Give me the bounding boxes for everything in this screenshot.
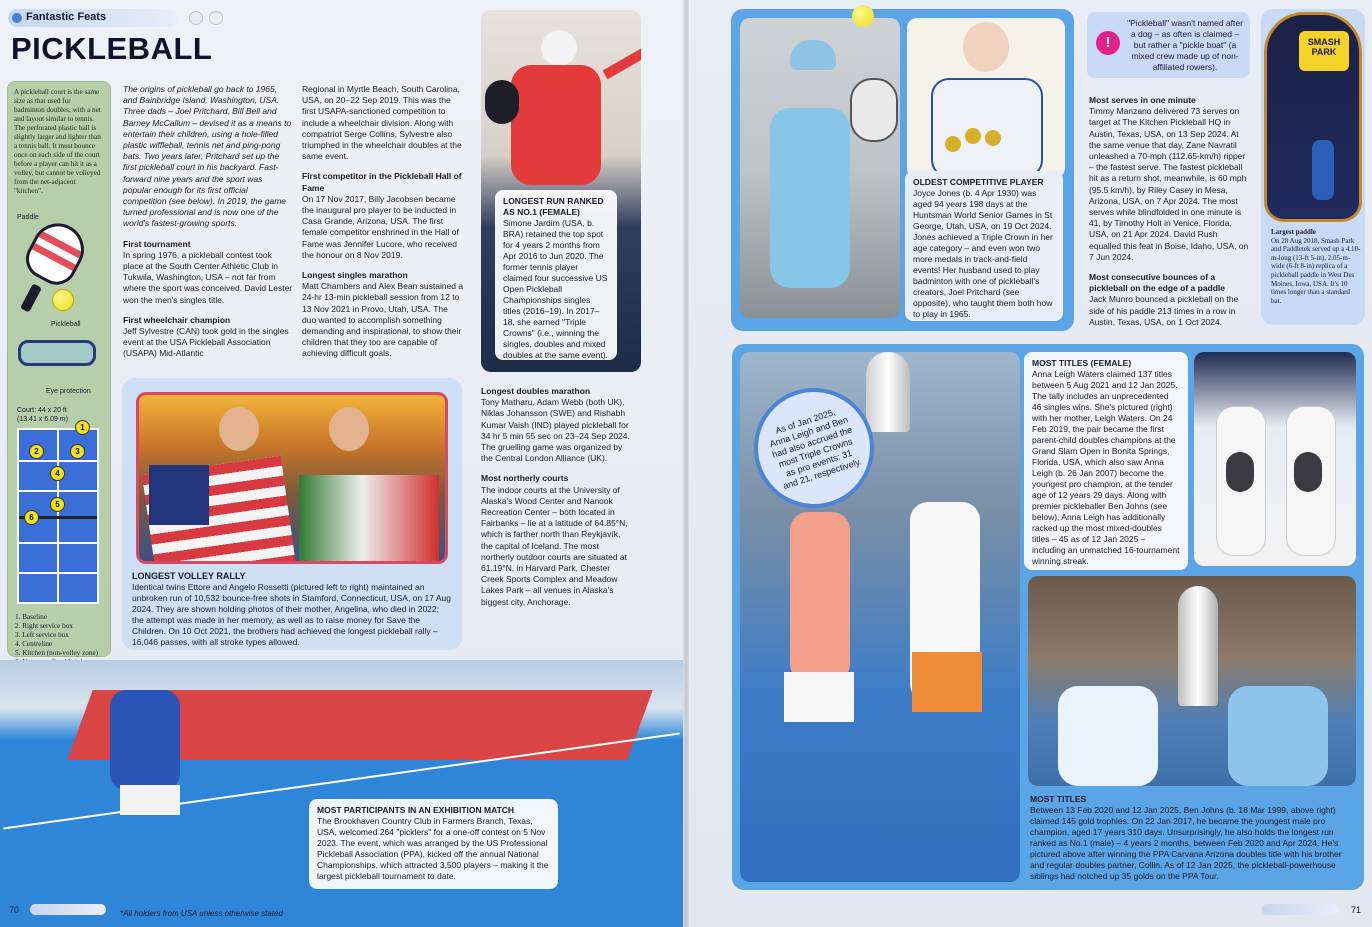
kitchen-line (19, 542, 97, 544)
bounces-heading: Most consecutive bounces of a pickleball on the edge of a paddle (1089, 272, 1226, 294)
serves-section (1089, 95, 1251, 263)
oldest-heading: OLDEST COMPETITIVE PLAYER (913, 177, 1044, 187)
volley-heading: LONGEST VOLLEY RALLY (132, 571, 246, 581)
doubles-marathon-heading: Longest doubles marathon (481, 386, 591, 396)
court-label: Court: 44 x 20 ft (13.41 x 6.09 m) (17, 407, 68, 423)
origins-text: The origins of pickleball go back to 1965, and Bainbridge Island, Washington, USA. Three dads – Joel Pritchard, Bill Bell and Barney McCallum – devised it as a means to entertain their children, using a hole-filled plastic wiffleball, tennis net and ping-pong bats. Two years later, Pritchard set up the first pickleball court in his backyard. Fast-forward nine years and the sport was popular enough for its first official competition (see below). In 2019, the game turned professional and is now one of the world's fastest-growing sports. (123, 84, 292, 229)
court-marker: 1 (75, 420, 90, 435)
trophy (866, 352, 910, 432)
largest-paddle-caption (1271, 228, 1361, 305)
waters-mother-photo (1194, 352, 1356, 566)
page-tab (30, 904, 106, 915)
paddle (1294, 452, 1322, 492)
legend-item: 1. Baseline (15, 613, 47, 621)
hall-of-fame-heading: First competitor in the Pickleball Hall of Fame (302, 171, 462, 193)
text-column-2 (302, 84, 464, 369)
first-tournament-text: In spring 1976, a pickleball contest took place at the South Center Athletic Club in Tukwila, Washington, USA – not far from where the sport was conceived. David Lester won the men's singles title. (123, 249, 293, 305)
page-number: 71 (1351, 905, 1362, 915)
medal (945, 136, 961, 152)
titles-caption (1030, 794, 1358, 882)
jones-photo-1 (740, 18, 900, 318)
person-figure (1312, 140, 1334, 200)
eye-protection-label: Eye protection (46, 388, 91, 395)
ball-icon (852, 5, 874, 27)
text-column-1 (123, 84, 293, 369)
brother-shirt (1058, 686, 1158, 786)
northerly-text: The indoor courts at the University of Alaska's Wood Center and Nanook Recreation Center – both located in Fairbanks – lie at a latitude of 64.85°N, which is farther north than Reykjavík, the capital of Iceland. The most northerly outdoor courts are situated at 61.19°N, in Harvard Park, Chester Creek Sports Complex and Meadow Lakes Park – all venues in Alaska's biggest city, Anchorage. (481, 484, 628, 607)
court-marker: 2 (29, 444, 44, 459)
sidebar-intro: A pickleball court is the same size as that used for badminton doubles, with a net and layout similar to tennis. The perforated plastic ball is slightly larger and lighter than a tennis ball. It must bounce once on each side of the court before a player can hit it as a volley, but cannot be volleyed from the net-adjacent "kitchen". (14, 88, 101, 195)
player-visor (541, 30, 577, 66)
twins-photo (136, 392, 448, 564)
doubles-marathon-section (481, 386, 631, 464)
paddle (1226, 452, 1254, 492)
court-marker: 3 (70, 444, 85, 459)
section-dot-icon (12, 13, 22, 23)
orange-shorts (912, 652, 982, 712)
largest-paddle-heading: Largest paddle (1271, 228, 1316, 236)
wheelchair-text: Jeff Sylvestre (CAN) took gold in the singles event at the USA Pickleball Association (USAPA) Mid-Atlantic (123, 326, 289, 359)
service-line (19, 572, 97, 574)
volley-text: Identical twins Ettore and Angelo Rossetti (pictured left to right) maintained an unbroken run of 10,532 bounce-free shots in Stamford, Connecticut, USA, on 17 Aug 2024. They are shown holding photos of their mother, Angelina, who died in 2022; the attempt was made in her memory, as well as to raise money for Save the Children. On 10 Oct 2021, the brothers had achieved the longest pickleball rally – 16,046 passes, with all stroke types allowed. (132, 582, 451, 647)
court-marker: 6 (24, 510, 39, 525)
singles-marathon-section (302, 270, 464, 360)
track-jacket (931, 78, 1043, 178)
white-skirt (784, 672, 854, 722)
exhibition-text: The Brookhaven Country Club in Farmers Branch, Texas, USA, welcomed 264 "picklers" for a one-off contest on 5 Nov 2023. The event, which was arranged by the US Professional Pickleball Association (PPA), kicked off the annual National Championships, which attracted 3,500 players – making it the largest pickleball tournament to date. (317, 816, 549, 881)
brother-shirt (1228, 686, 1328, 786)
serves-heading: Most serves in one minute (1089, 95, 1196, 105)
pickleball-illustration (52, 289, 74, 311)
circle-icon (209, 11, 223, 25)
bounces-section (1089, 272, 1251, 328)
northerly-section (481, 473, 631, 607)
female-titles-caption (1024, 352, 1188, 570)
player-shirt (110, 690, 180, 790)
footnote: *All holders from USA unless otherwise stated (120, 909, 283, 918)
first-tournament-heading: First tournament (123, 238, 191, 249)
court-marker: 4 (50, 466, 65, 481)
pink-top (790, 512, 850, 682)
trophy (1178, 586, 1218, 706)
largest-paddle-text: On 28 Aug 2018, Smash Park and Paddletek served up a 4.10-m-long (13-ft 5-in), 2.05-m-wide (6-ft 8-in) replica of a pickleball paddle in West Des Moines, Iowa, USA. It's 10 times longer than a standard bat. (1271, 236, 1361, 305)
jardim-caption (495, 190, 617, 360)
female-titles-heading: MOST TITLES (FEMALE) (1032, 358, 1132, 368)
text-column-3 (481, 386, 631, 617)
court-marker: 5 (50, 497, 65, 512)
hall-of-fame-section (302, 171, 464, 261)
legend-item: 3. Left service box (15, 631, 69, 639)
volley-caption (132, 571, 452, 648)
eye-protection-illustration (18, 340, 96, 366)
oldest-caption (905, 171, 1063, 321)
wheelchair-heading: First wheelchair champion (123, 314, 231, 325)
paddle (485, 80, 519, 124)
flag-canton (149, 465, 209, 525)
exclamation-icon: ! (1096, 31, 1120, 55)
titles-text: Between 13 Feb 2020 and 12 Jan 2025, Ben Johns (b. 18 Mar 1999, above right) claimed 145 gold trophies. On 22 Jan 2017, he became the youngest male pro champion, aged 17 years 310 days. Unsurprisingly, he also holds the longest run ranked as No.1 (male) – 4 years 2 months, between Feb 2020 and Apr 2024. He's pictured above after winning the PPA Carvana Arizona doubles title with his brother and regular doubles partner, Collin. As of 12 Jan 2025, the pickleball-powerhouse siblings had notched up 35 golds on the PPA Tour. (1030, 805, 1342, 881)
jardim-heading: LONGEST RUN RANKED AS NO.1 (FEMALE) (503, 196, 604, 217)
legend-item: 2. Right service box (15, 622, 73, 630)
kitchen-line (19, 490, 97, 492)
exhibition-caption (309, 799, 558, 889)
oldest-text: Joyce Jones (b. 4 Apr 1930) was aged 94 years 198 days at the Huntsman World Senior Games in St George, Utah, USA, on 19 Oct 2024. Jones achieved a Triple Crown in her age category – and even won two more medals in track-and-field events! Her husband used to play badminton with one of pickleball's creators, Joel Pritchard (see opposite), who taught them both how to play in 1965. (913, 188, 1053, 319)
paddle (850, 78, 898, 142)
legend-item: 4. Centreline (15, 640, 53, 648)
medal (985, 130, 1001, 146)
spine-gutter (683, 0, 689, 927)
ball-label: Pickleball (51, 321, 81, 328)
jones-photo-2 (907, 18, 1065, 178)
exhibition-heading: MOST PARTICIPANTS IN AN EXHIBITION MATCH (317, 805, 515, 815)
medal (965, 128, 981, 144)
italian-flag (299, 475, 439, 564)
service-line (19, 460, 97, 462)
singles-marathon-heading: Longest singles marathon (302, 270, 408, 281)
serves-text: Timmy Manzano delivered 73 serves on target at The Kitchen Pickleball HQ in Austin, Texas, USA, on 13 Sep 2024. At the same venue that day, Zane Navratil unleashed a 70-mph (112.65-km/h) ripper – the fastest serve. The fastest pickleball hit as a return shot, meanwhile, is 60 mph (95.5 km/h), by Riley Casey in Mesa, Arizona, USA, on 7 Apr 2024. The most serves while blindfolded in one minute is 41, by Timothy Holt in Venice, Florida, USA, on 21 Apr 2024. David Rush equalled this feat in Boise, Idaho, USA, on 7 Jun 2024. (1089, 106, 1249, 262)
singles-marathon-text: Matt Chambers and Alex Bean sustained a 24-hr 13-min pickleball session from 12 to 13 Nov 2021 in Provo, Utah, USA. The duo wanted to accomplish something demanding and inspirational, to show their children that they too are capable of achieving difficult goals. (302, 281, 464, 359)
smash-park-logo: SMASH PARK (1299, 31, 1349, 71)
johns-brothers-photo (1028, 576, 1356, 786)
hall-of-fame-text: On 17 Nov 2017, Billy Jacobsen became the inaugural pro player to be inducted in Casa Grande, Arizona, USA. The first female competitor enshrined in the Hall of Fame was Jennifer Lucore, who received the honour on 8 Nov 2019. (302, 193, 459, 260)
jones-face (963, 22, 1009, 72)
female-titles-text: Anna Leigh Waters claimed 137 titles between 5 Aug 2021 and 12 Jan 2025. The tally includes an unprecedented 46 singles wins. She's pictured (right) with her mother, Leigh Waters. On 24 Feb 2019, the pair became the first parent-child doubles champions at the Grand Slam Open in Bonita Springs, Florida, USA, which also saw Anna Leigh (b. 26 Jan 2007) become the youngest pro champion, at the tender age of 12 years 29 days. Along with premier pickleballer Ben Johns (see below), Anna Leigh has additionally racked up the most mixed-doubles titles – 45 as of 12 Jan 2025 – including an unmatched 16-tournament winning streak. (1032, 369, 1180, 566)
triple-crowns-bubble: As of Jan 2025, Anna Leigh and Ben had also accrued the most Triple Crowns as pro events: 31 and 21, respectively. (738, 372, 889, 523)
twin-face (219, 407, 259, 451)
page-tab (1262, 904, 1338, 915)
page-title: PICKLEBALL (11, 31, 213, 66)
red-jacket (511, 65, 601, 185)
player-shorts (120, 785, 180, 815)
doubles-marathon-text: Tony Matharu, Adam Webb (both UK), Niklas Johansson (SWE) and Rishabh Kumar Vaish (IND) played pickleball for 34 hr 5 min 55 sec on 23–24 Sep 2024. The gruelling game was organized by the Central London Alliance (UK). (481, 397, 630, 464)
text-column-4 (1089, 95, 1251, 337)
jardim-text: Simone Jardim (USA, b. BRA) retained the top spot for 4 years 2 months from Apr 2016 to Jun 2020. The former tennis player claimed four successive US Open Pickleball Championships singles titles (2016–19). In 2017–18, she earned "Triple Crowns" (i.e., winning the singles, doubles and mixed doubles at the same event). (503, 218, 608, 360)
arm (603, 41, 641, 80)
titles-heading: MOST TITLES (1030, 794, 1087, 804)
first-tournament-section (123, 239, 293, 306)
teal-top (770, 108, 850, 288)
circle-icon (189, 11, 203, 25)
page-number: 70 (9, 905, 20, 915)
section-label: Fantastic Feats (26, 11, 107, 23)
bounces-text: Jack Munro bounced a pickleball on the side of his paddle 213 times in a row in Austin, Texas, USA, on 1 Oct 2024. (1089, 294, 1239, 327)
paddle-label: Paddle (17, 214, 39, 221)
wheelchair-continued: Regional in Myrtle Beach, South Carolina, USA, on 20–22 Sep 2019. This was the first USAPA-sanctioned competition to include a wheelchair division. Along with compatriot Serge Collins, Sylvestre also triumphed in the wheelchair doubles at the same event. (302, 84, 462, 162)
wheelchair-section (123, 315, 293, 360)
hat (790, 40, 836, 70)
northerly-heading: Most northerly courts (481, 473, 569, 484)
legend-item: 5. Kitchen (non-volley zone) (15, 649, 99, 657)
twin-face (329, 407, 369, 451)
fact-text: "Pickleball" wasn't named after a dog – as often is claimed – but rather a "pickle boat" (a mixed crew made up of non-affiliated rowers). (1127, 18, 1243, 72)
